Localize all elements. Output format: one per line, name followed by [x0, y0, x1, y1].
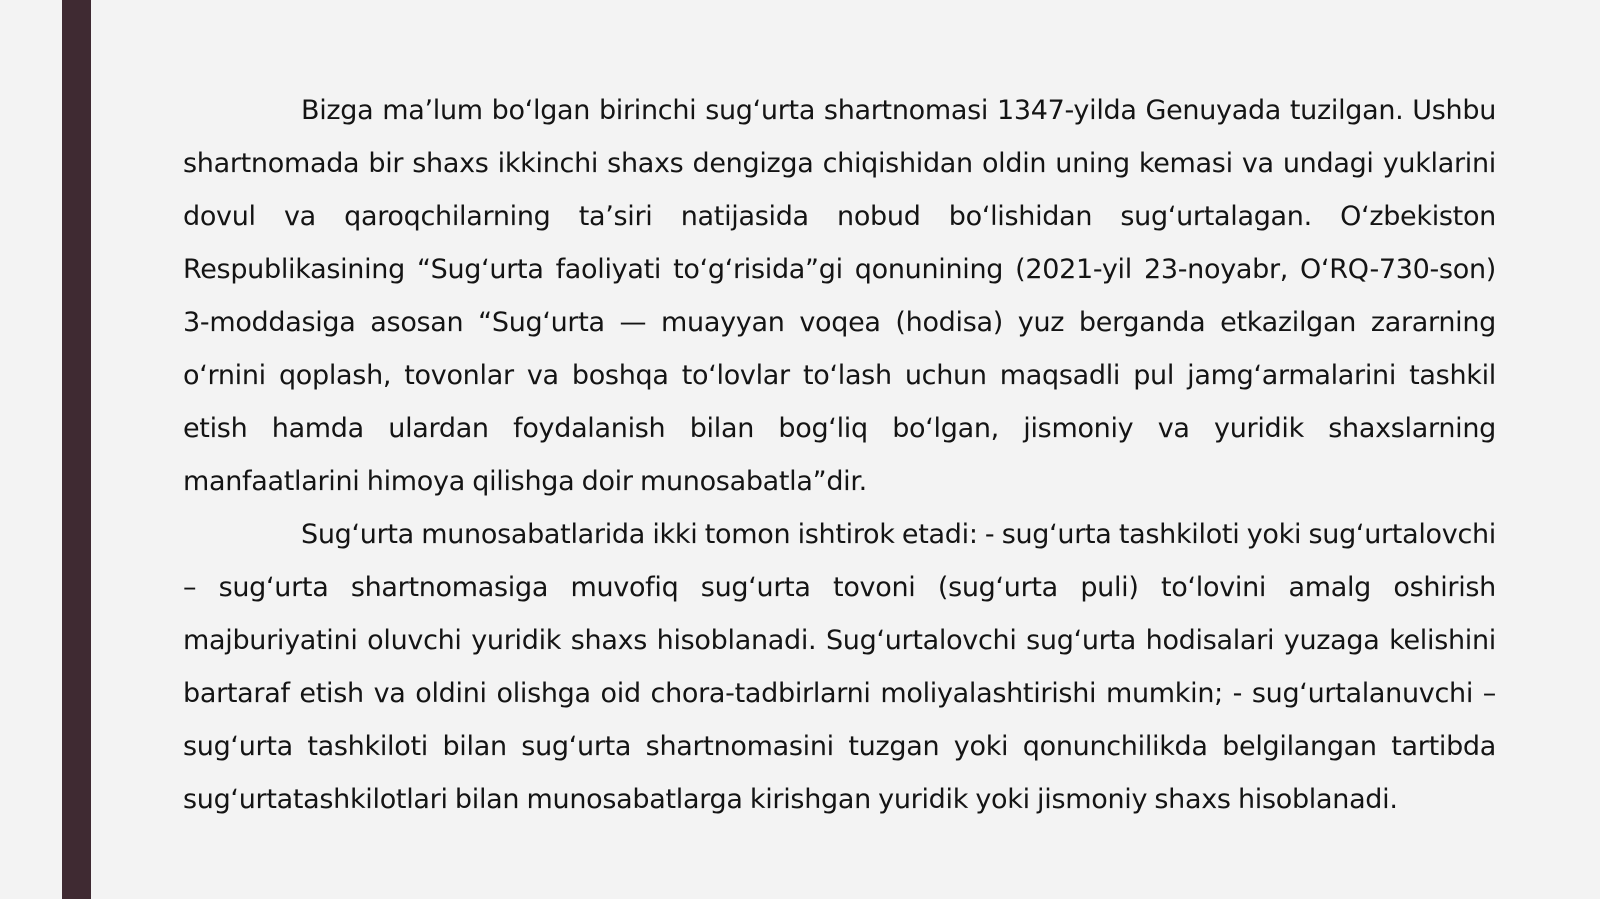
- paragraph-insurance-history: Bizga maʼlum boʻlgan birinchi sugʻurta shartnomasi 1347-yilda Genuyada tuzilgan. Ushbu shartnomada bir shaxs ikkinchi shaxs dengizga chiqishidan oldin uning kemasi va undagi yuklarini dovul va qaroqchilarning taʼsiri natijasida nobud boʻlishidan sugʻurtalagan. Oʻzbekiston Respublikasining “Sugʻurta faoliyati toʻgʻrisida”gi qonunining (2021-yil 23-noyabr, OʻRQ-730-son) 3-moddasiga asosan “Sugʻurta — muayyan voqea (hodisa) yuz berganda etkazilgan zararning oʻrnini qoplash, tovonlar va boshqa toʻlovlar toʻlash uchun maqsadli pul jamgʻarmalarini tashkil etish hamda ulardan foydalanish bilan bogʻliq boʻlgan, jismoniy va yuridik shaxslarning manfaatlarini himoya qilishga doir munosabatla”dir.: [183, 95, 1496, 497]
- slide-text-body: [183, 84, 1496, 826]
- accent-side-bar: [62, 0, 91, 899]
- paragraph-insurance-parties: Sugʻurta munosabatlarida ikki tomon ishtirok etadi: - sugʻurta tashkiloti yoki sugʻurtalovchi – sugʻurta shartnomasiga muvofiq sugʻurta tovoni (sugʻurta puli) toʻlovini amalg oshirish majburiyatini oluvchi yuridik shaxs hisoblanadi. Sugʻurtalovchi sugʻurta hodisalari yuzaga kelishini bartaraf etish va oldini olishga oid chora-tadbirlarni moliyalashtirishi mumkin; - sugʻurtalanuvchi – sugʻurta tashkiloti bilan sugʻurta shartnomasini tuzgan yoki qonunchilikda belgilangan tartibda sugʻurtatashkilotlari bilan munosabatlarga kirishgan yuridik yoki jismoniy shaxs hisoblanadi.: [183, 519, 1496, 815]
